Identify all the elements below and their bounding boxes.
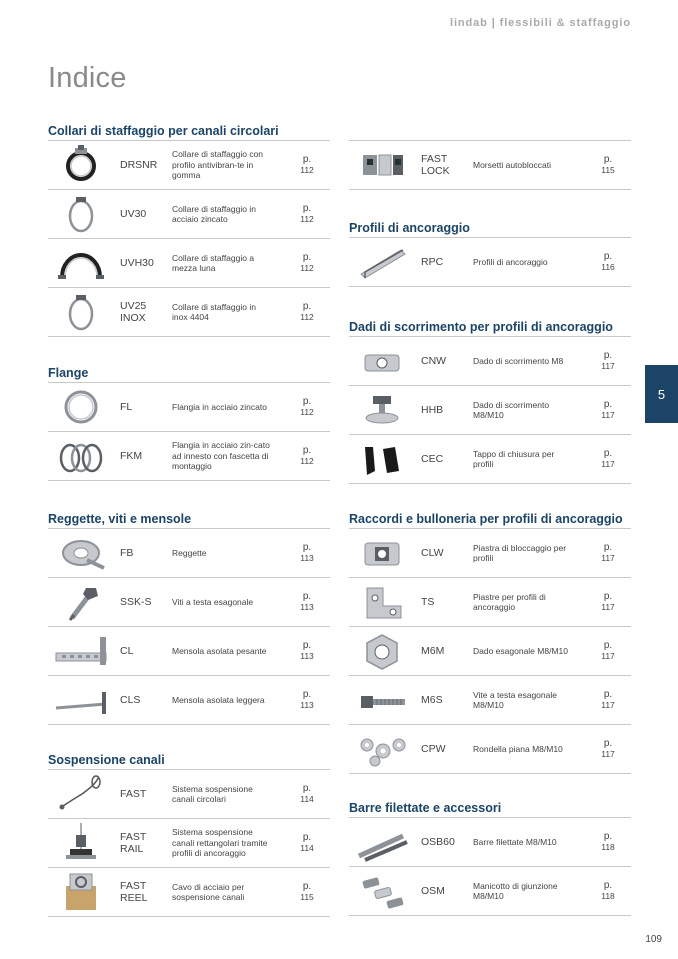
product-description: Reggette — [172, 547, 207, 558]
index-row[interactable] — [349, 435, 631, 484]
page-title: Indice — [48, 62, 127, 94]
product-description: Collare di staffaggio in acciaio zincato — [172, 203, 256, 224]
page-ref-number: 117 — [601, 459, 615, 469]
index-row[interactable] — [349, 676, 631, 725]
product-description: Manicotto di giunzione M8/M10 — [473, 880, 558, 901]
page-prefix: p. — [603, 737, 613, 749]
section-title: Flange — [48, 366, 89, 380]
page-ref-number: 113 — [300, 700, 314, 710]
page-prefix: p. — [302, 831, 312, 843]
index-row[interactable] — [349, 725, 631, 774]
section-title: Barre filettate e accessori — [349, 801, 502, 815]
page-ref-number: 115 — [601, 165, 615, 175]
chapter-tab[interactable]: 5 — [645, 365, 678, 423]
page-ref-number: 112 — [300, 263, 314, 273]
page-ref-number: 113 — [300, 553, 314, 563]
product-description: Collare di staffaggio in inox 4404 — [172, 301, 256, 322]
product-code: CEC — [421, 453, 444, 465]
product-code: FB — [120, 547, 134, 559]
page-prefix: p. — [302, 880, 312, 892]
clamp-plate-icon — [353, 533, 411, 573]
page-reference[interactable] — [593, 238, 623, 286]
product-code: HHB — [421, 404, 444, 416]
index-row[interactable] — [48, 288, 330, 337]
product-description: Viti a testa esagonale — [172, 596, 254, 607]
page-ref-number: 112 — [300, 456, 314, 466]
product-code: DRSNR — [120, 159, 158, 171]
section-title: Profili di ancoraggio — [349, 221, 470, 235]
page-ref-number: 117 — [601, 651, 615, 661]
product-code: M6S — [421, 694, 443, 706]
page-reference[interactable] — [593, 529, 623, 577]
slide-bolt-icon — [353, 390, 411, 430]
page-prefix: p. — [302, 202, 312, 214]
bracket-icon — [52, 680, 110, 720]
page-ref-number: 118 — [601, 891, 615, 901]
product-description: Morsetti autobloccati — [473, 159, 551, 170]
index-row[interactable] — [48, 190, 330, 239]
page-reference[interactable] — [292, 383, 322, 431]
page-reference[interactable] — [292, 288, 322, 336]
page-reference[interactable] — [593, 627, 623, 675]
index-row[interactable] — [48, 676, 330, 725]
product-description: Mensola asolata leggera — [172, 694, 265, 705]
section-title: Dadi di scorrimento per profili di ancoraggio — [349, 320, 613, 334]
product-description: Flangia in acciaio zin-cato ad innesto con fascetta di montaggio — [172, 440, 270, 472]
page-ref-number: 117 — [601, 361, 615, 371]
index-row[interactable] — [48, 239, 330, 288]
section-6 — [349, 318, 631, 484]
steel-strap-icon — [52, 533, 110, 573]
page-reference[interactable] — [593, 337, 623, 385]
flange-ring-icon — [52, 387, 110, 427]
index-row[interactable] — [48, 819, 330, 868]
product-description: Barre filettate M8/M10 — [473, 836, 557, 847]
product-code: FL — [120, 401, 133, 413]
product-description: Dado esagonale M8/M10 — [473, 645, 568, 656]
page-prefix: p. — [603, 447, 613, 459]
product-code: UVH30 — [120, 257, 154, 269]
page-prefix: p. — [302, 444, 312, 456]
page-reference[interactable] — [593, 725, 623, 773]
index-row[interactable] — [349, 337, 631, 386]
section-title: Collari di staffaggio per canali circolari — [48, 124, 279, 138]
page-ref-number: 112 — [300, 165, 314, 175]
index-row[interactable] — [349, 238, 631, 287]
page-prefix: p. — [302, 782, 312, 794]
product-description: Profili di ancoraggio — [473, 256, 548, 267]
product-code: CNW — [421, 355, 447, 367]
page-number: 109 — [645, 934, 662, 945]
page-reference[interactable] — [292, 578, 322, 626]
product-code: FAST LOCK — [421, 153, 450, 177]
page-reference[interactable] — [292, 141, 322, 189]
brand-header: lindab | flessibili & staffaggio — [449, 17, 631, 29]
channel-profile-icon — [353, 242, 411, 282]
pipe-clamp-icon — [52, 145, 110, 185]
bracket-icon — [52, 631, 110, 671]
page-prefix: p. — [302, 541, 312, 553]
page-prefix: p. — [603, 688, 613, 700]
product-code: M6M — [421, 645, 445, 657]
page-prefix: p. — [603, 639, 613, 651]
hex-screw-icon — [52, 582, 110, 622]
index-row[interactable] — [349, 867, 631, 916]
page-ref-number: 117 — [601, 749, 615, 759]
page-reference[interactable] — [593, 386, 623, 434]
product-code: SSK-S — [120, 596, 152, 608]
page-prefix: p. — [603, 830, 613, 842]
page-prefix: p. — [603, 349, 613, 361]
product-code: UV25 INOX — [120, 300, 147, 324]
page-ref-number: 112 — [300, 312, 314, 322]
page-prefix: p. — [302, 251, 312, 263]
product-code: CL — [120, 645, 134, 657]
product-description: Cavo di acciaio per sospensione canali — [172, 881, 245, 902]
cable-reel-icon — [52, 872, 110, 912]
page-prefix: p. — [603, 398, 613, 410]
product-description: Mensola asolata pesante — [172, 645, 267, 656]
section-4 — [349, 122, 631, 190]
page-ref-number: 115 — [300, 892, 314, 902]
product-code: FKM — [120, 450, 143, 462]
page-ref-number: 114 — [300, 843, 314, 853]
page-ref-number: 112 — [300, 214, 314, 224]
pipe-clamp-icon — [52, 194, 110, 234]
end-cap-icon — [353, 439, 411, 479]
page-ref-number: 113 — [300, 602, 314, 612]
page-ref-number: 116 — [601, 262, 615, 272]
product-description: Piastra di bloccaggio per profili — [473, 542, 567, 563]
product-description: Collare di staffaggio con profilo antivibran-te in gomma — [172, 149, 264, 181]
section-title: Reggette, viti e mensole — [48, 512, 192, 526]
page-prefix: p. — [603, 250, 613, 262]
page-reference[interactable] — [292, 819, 322, 867]
index-row[interactable] — [48, 770, 330, 819]
product-code: UV30 — [120, 208, 147, 220]
index-row[interactable] — [48, 627, 330, 676]
page-ref-number: 112 — [300, 407, 314, 417]
product-code: OSB60 — [421, 836, 455, 848]
page-prefix: p. — [302, 639, 312, 651]
section-title: Raccordi e bulloneria per profili di ancoraggio — [349, 512, 623, 526]
hex-bolt-icon — [353, 680, 411, 720]
angle-plate-icon — [353, 582, 411, 622]
page-reference[interactable] — [593, 141, 623, 189]
page-prefix: p. — [603, 879, 613, 891]
page-prefix: p. — [302, 590, 312, 602]
couplers-icon — [353, 871, 411, 911]
index-row[interactable] — [349, 818, 631, 867]
index-row[interactable] — [349, 627, 631, 676]
section-1 — [48, 364, 330, 481]
section-3 — [48, 751, 330, 917]
page-reference[interactable] — [292, 770, 322, 818]
product-description: Tappo di chiusura per profili — [473, 448, 555, 469]
page-reference[interactable] — [593, 435, 623, 483]
product-code: FAST REEL — [120, 880, 148, 904]
page-reference[interactable] — [593, 867, 623, 915]
section-8 — [349, 799, 631, 916]
section-7 — [349, 510, 631, 774]
half-clamp-icon — [52, 243, 110, 283]
page-ref-number: 117 — [601, 553, 615, 563]
index-row[interactable] — [48, 578, 330, 627]
page-reference[interactable] — [593, 676, 623, 724]
wire-hanger-icon — [52, 774, 110, 814]
page-reference[interactable] — [292, 190, 322, 238]
page-reference[interactable] — [292, 529, 322, 577]
product-code: RPC — [421, 256, 444, 268]
product-code: FAST RAIL — [120, 831, 147, 855]
page-ref-number: 117 — [601, 700, 615, 710]
page-reference[interactable] — [292, 627, 322, 675]
pipe-clamp-icon — [52, 292, 110, 332]
page-prefix: p. — [302, 153, 312, 165]
page-prefix: p. — [603, 153, 613, 165]
product-description: Collare di staffaggio a mezza luna — [172, 252, 255, 273]
product-code: CLW — [421, 547, 444, 559]
index-row[interactable] — [349, 529, 631, 578]
threaded-rods-icon — [353, 822, 411, 862]
page-ref-number: 113 — [300, 651, 314, 661]
product-description: Sistema sospensione canali rettangolari tramite profili di ancoraggio — [172, 827, 268, 859]
section-0 — [48, 122, 330, 337]
index-row[interactable] — [48, 432, 330, 481]
page-ref-number: 118 — [601, 842, 615, 852]
index-row[interactable] — [48, 529, 330, 578]
product-code: FAST — [120, 788, 147, 800]
lock-clamp-icon — [353, 145, 411, 185]
section-2 — [48, 510, 330, 725]
section-5 — [349, 219, 631, 287]
product-description: Dado di scorrimento M8 — [473, 355, 564, 366]
page-reference[interactable] — [292, 239, 322, 287]
product-code: CLS — [120, 694, 141, 706]
product-description: Piastre per profili di ancoraggio — [473, 591, 546, 612]
index-row[interactable] — [48, 383, 330, 432]
page-ref-number: 114 — [300, 794, 314, 804]
index-row[interactable] — [349, 386, 631, 435]
page-reference[interactable] — [593, 578, 623, 626]
page-ref-number: 117 — [601, 602, 615, 612]
product-code: CPW — [421, 743, 446, 755]
section-title: Sospensione canali — [48, 753, 165, 767]
rail-hanger-icon — [52, 823, 110, 863]
page-prefix: p. — [302, 395, 312, 407]
index-row[interactable] — [48, 141, 330, 190]
index-row[interactable] — [349, 141, 631, 190]
page-reference[interactable] — [292, 868, 322, 916]
product-description: Sistema sospensione canali circolari — [172, 783, 253, 804]
page-prefix: p. — [302, 300, 312, 312]
flange-rings-icon — [52, 436, 110, 476]
page-reference[interactable] — [292, 676, 322, 724]
index-row[interactable] — [48, 868, 330, 917]
product-description: Vite a testa esagonale M8/M10 — [473, 689, 557, 710]
page-ref-number: 117 — [601, 410, 615, 420]
index-row[interactable] — [349, 578, 631, 627]
product-code: TS — [421, 596, 435, 608]
product-code: OSM — [421, 885, 445, 897]
slide-nut-icon — [353, 341, 411, 381]
product-description: Dado di scorrimento M8/M10 — [473, 399, 550, 420]
washers-icon — [353, 729, 411, 769]
page-reference[interactable] — [593, 818, 623, 866]
page-reference[interactable] — [292, 432, 322, 480]
hex-nut-icon — [353, 631, 411, 671]
product-description: Flangia in acciaio zincato — [172, 401, 267, 412]
page-prefix: p. — [302, 688, 312, 700]
page-prefix: p. — [603, 590, 613, 602]
product-description: Rondella piana M8/M10 — [473, 743, 563, 754]
page-prefix: p. — [603, 541, 613, 553]
